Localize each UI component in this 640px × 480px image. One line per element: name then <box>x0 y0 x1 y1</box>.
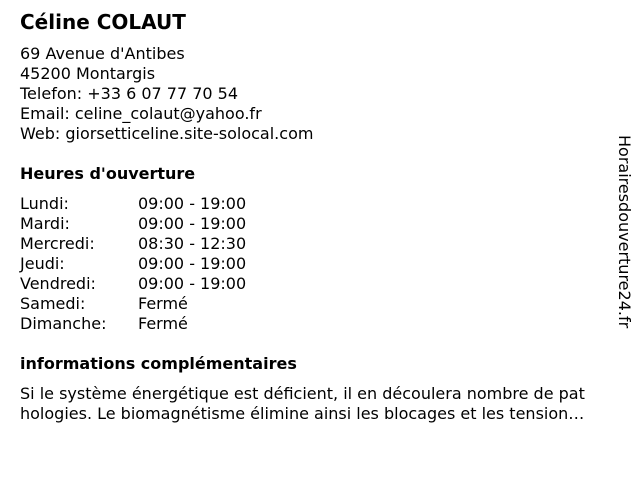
address-city: 45200 Montargis <box>20 64 156 83</box>
hours-row <box>20 234 246 254</box>
hours-row <box>20 314 246 334</box>
day-label: Mercredi: <box>20 234 95 253</box>
business-name: Céline COLAUT <box>20 10 186 34</box>
hours-row <box>20 274 246 294</box>
info-line-2: hologies. Le biomagnétisme élimine ainsi les blocages et les tension… <box>20 404 585 423</box>
day-label: Dimanche: <box>20 314 107 333</box>
contact-block <box>20 44 313 144</box>
info-description <box>20 384 632 424</box>
day-hours: Fermé <box>138 294 188 313</box>
web-line: Web: giorsetticeline.site-solocal.com <box>20 124 314 143</box>
site-watermark: Horairesdouverture24.fr <box>615 135 634 329</box>
address-street: 69 Avenue d'Antibes <box>20 44 185 63</box>
day-hours: 09:00 - 19:00 <box>138 274 247 293</box>
hours-row <box>20 194 246 214</box>
day-hours: 09:00 - 19:00 <box>138 214 247 233</box>
day-label: Samedi: <box>20 294 86 313</box>
day-hours: Fermé <box>138 314 188 333</box>
info-heading: informations complémentaires <box>20 354 297 373</box>
hours-row <box>20 214 246 234</box>
day-hours: 09:00 - 19:00 <box>138 254 247 273</box>
hours-heading: Heures d'ouverture <box>20 164 196 183</box>
day-label: Mardi: <box>20 214 70 233</box>
opening-hours-table <box>20 194 246 334</box>
day-label: Jeudi: <box>20 254 65 273</box>
phone-line: Telefon: +33 6 07 77 70 54 <box>20 84 239 103</box>
day-hours: 08:30 - 12:30 <box>138 234 247 253</box>
day-label: Lundi: <box>20 194 69 213</box>
hours-row <box>20 294 246 314</box>
day-label: Vendredi: <box>20 274 96 293</box>
hours-row <box>20 254 246 274</box>
day-hours: 09:00 - 19:00 <box>138 194 247 213</box>
info-line-1: Si le système énergétique est déficient, il en découlera nombre de pat <box>20 384 585 403</box>
email-line: Email: celine_colaut@yahoo.fr <box>20 104 262 123</box>
